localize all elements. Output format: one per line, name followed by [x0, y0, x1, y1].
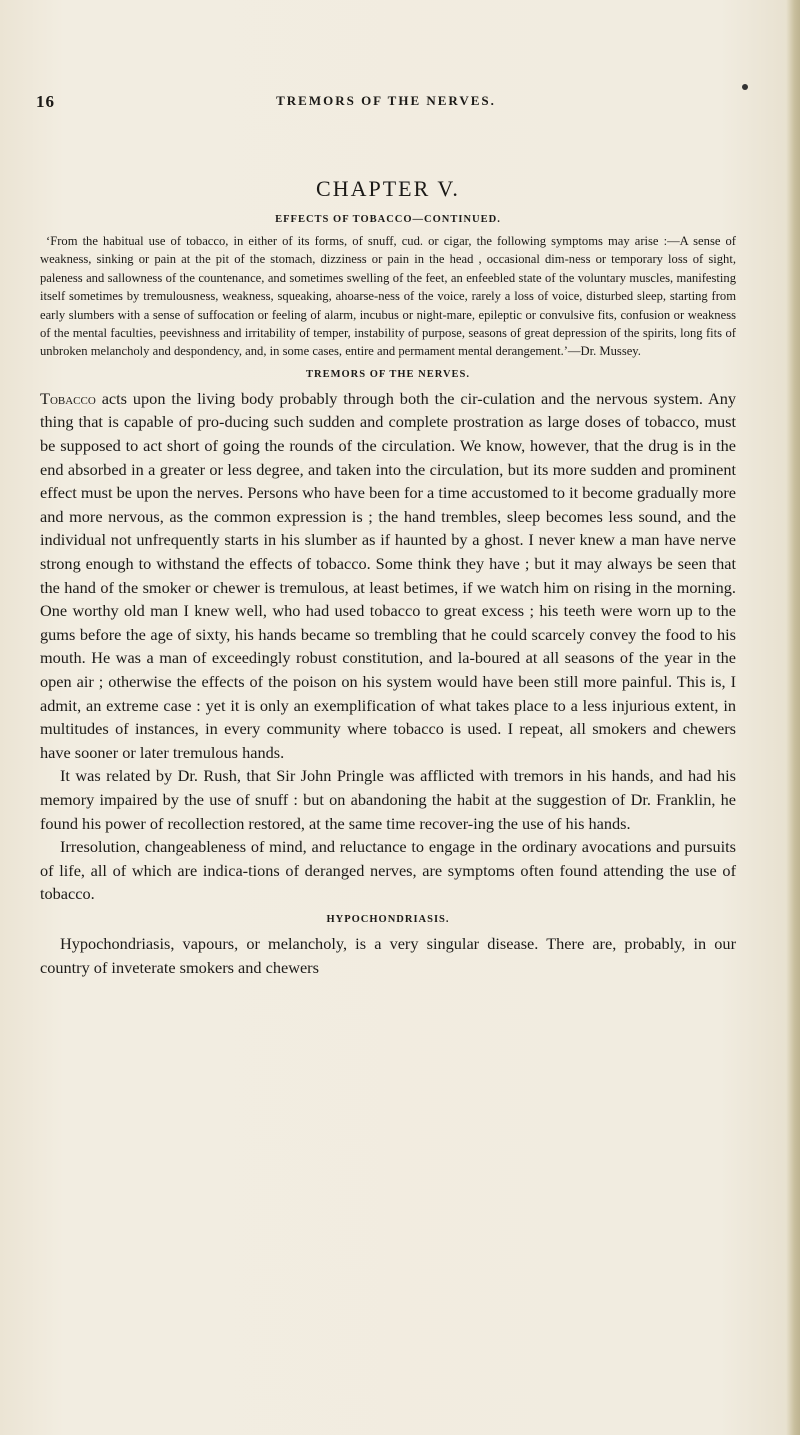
- paragraph: It was related by Dr. Rush, that Sir John Pringle was afflicted with tremors in his hands, and had his memory impaired by the use of snuff : but on abandoning the habit at the suggestion of Dr. Franklin, he found his power of recollection restored, at the same time recover-ing the use of his hands.: [40, 766, 736, 833]
- section-heading-tremors: TREMORS OF THE NERVES.: [306, 368, 470, 380]
- paragraph: Irresolution, changeableness of mind, and reluctance to engage in the ordinary avocations and pursuits of life, all of which are indica-tions of deranged nerves, are symptoms often found attending the use of tobacco.: [40, 837, 736, 904]
- section-heading-hypochondriasis: HYPOCHONDRIASIS.: [326, 913, 450, 925]
- page-text: [40, 176, 736, 979]
- paragraph-text: acts upon the living body probably through both the cir-culation and the nervous system. Any thing that is capable of pro-ducing such sudden and complete prostration as large doses of tobacco, must be supposed to act short of going the rounds of the circulation. We know, however, that the drug is in the end absorbed in a greater or less degree, and taken into the circulation, but its more sudden and prominent effect must be upon the nerves. Persons who have been for a time accustomed to it become gradually more and more nervous, as the common expression is ; the hand trembles, sleep becomes less sound, and the individual not unfrequently starts in his slumber as if haunted by a ghost. I never knew a man have nerve strong enough to withstand the effects of tobacco. Some think they have ; but it may always be seen that the hand of the smoker or chewer is tremulous, at least betimes, if we watch him on rising in the morning. One worthy old man I knew well, who had used tobacco to great excess ; his teeth were worn up to the gums before the age of sixty, his hands became so trembling that he could scarcely convey the food to his mouth. He was a man of exceedingly robust constitution, and la-boured at all seasons of the year in the open air ; otherwise the effects of the poison on his system would have been still more painful. This is, I admit, an extreme case : yet it is only an exemplification of what takes place to a less injurious extent, in multitudes of instances, in every community where tobacco is used. I repeat, all smokers and chewers have sooner or later tremulous hands.: [40, 388, 736, 762]
- running-head-title: TREMORS OF THE NERVES.: [276, 93, 496, 108]
- running-head: [36, 92, 736, 116]
- paragraph: Hypochondriasis, vapours, or melancholy, is a very singular disease. There are, probably, in our country of inveterate smokers and chewers: [40, 933, 736, 977]
- quoted-passage: ‘From the habitual use of tobacco, in either of its forms, of snuff, cud. or cigar, the following symptoms may arise :—A sense of weakness, sinking or pain at the pit of the stomach, dizziness or pain in the head , occasional dim-ness or temporary loss of sight, paleness and sallowness of the countenance, and sometimes swelling of the feet, an enfeebled state of the voluntary muscles, manifesting itself sometimes by tremulousness, weakness, squeaking, ahoarse-ness of the voice, rarely a loss of voice, disturbed sleep, starting from early slumbers with a sense of suffocation or feeling of alarm, incubus or night-mare, epileptic or convulsive fits, confusion or weakness of the mental faculties, peevishness and irritability of temper, instability of purpose, seasons of great depression of the spirits, long fits of unbroken melancholy and despondency, and, in some cases, entire and permament mental derangement.’—Dr. Mussey.: [40, 234, 736, 359]
- chapter-subtitle: EFFECTS OF TOBACCO—CONTINUED.: [275, 214, 501, 225]
- chapter-title: CHAPTER V.: [316, 176, 460, 201]
- ink-spot: [742, 84, 748, 90]
- page-number: 16: [36, 92, 55, 111]
- page-edge: [786, 0, 800, 1435]
- lead-word: Tobacco: [40, 388, 96, 408]
- paragraph: [40, 387, 736, 765]
